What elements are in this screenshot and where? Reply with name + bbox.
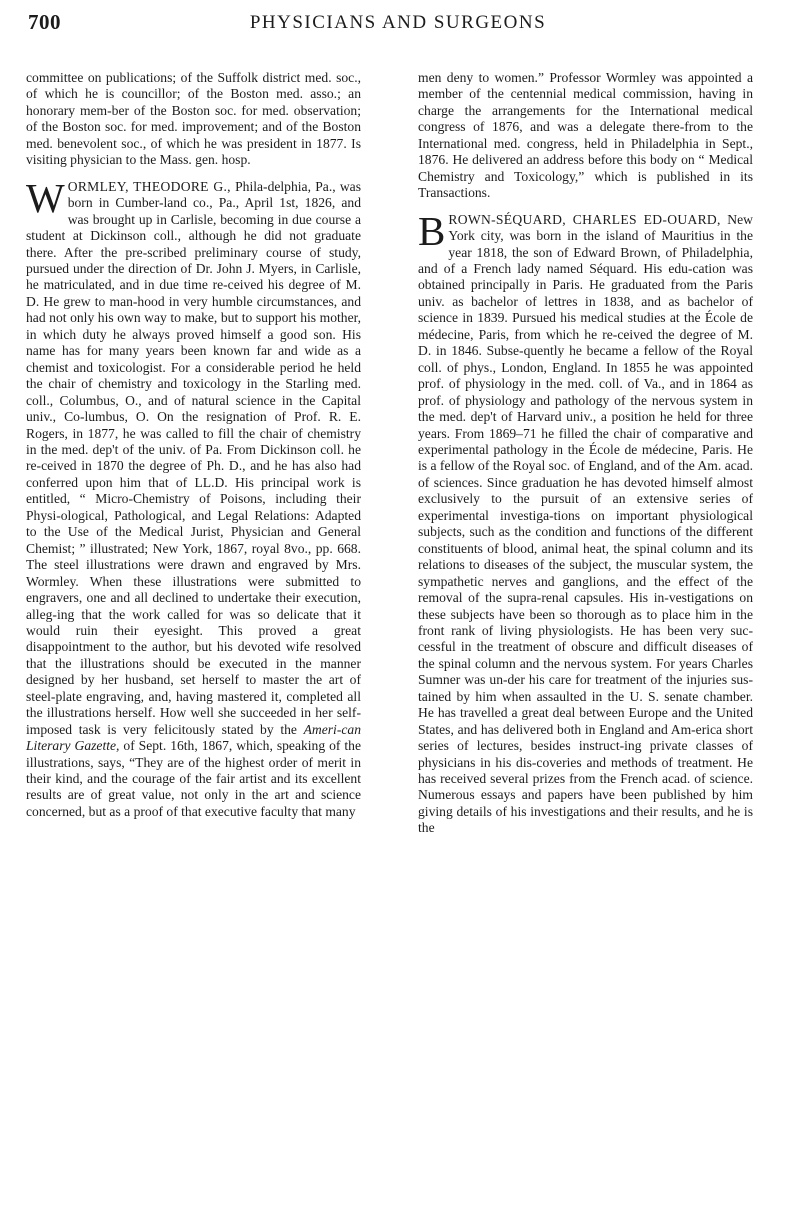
page-number: 700 bbox=[28, 10, 61, 34]
biography-entry-wormley bbox=[26, 174, 362, 821]
entry-name: ROWN-SÉQUARD, CHARLES ED-OUARD, bbox=[448, 211, 721, 227]
continuation-paragraph: men deny to women.” Professor Wormley was appointed a member of the centennial medical commission, having in charge the arrangements for the International medical congress of 1876, and was a delegate there-from to the International med. congress, held in Philadelphia in Sept., 1876. He delivered an address before this body on “ Medical Chemistry and Toxicology,” which is published in its Transactions. bbox=[418, 70, 753, 201]
entry-text-continued: of Sept. 16th, 1867, which, speaking of the illustrations, says, “They are of the highest order of merit in their kind, and the courage of the fair artist and its excellent results are of great value, not only in the art and science concerned, but as a proof of that executive faculty that many bbox=[26, 738, 361, 819]
entry-name: ORMLEY, THEODORE G., bbox=[67, 178, 231, 194]
right-column bbox=[418, 70, 753, 837]
entry-text: Phila-delphia, Pa., was born in Cumber-land co., Pa., April 1st, 1826, and was brought up in Carlisle, becoming in due course a student at Dickinson coll., although he did not graduate there. After the pre-scribed preliminary course of study, pursued under the direction of Dr. John J. Myers, in Carlisle, he matriculated, and in due time re-ceived his degree of M. D. He grew to man-hood in very humble circumstances, and had not only his own way to make, but to support his mother, in which duty he always proved himself a good son. His name has for many years been known far and wide as a chemist and toxicologist. For a considerable period he held the chair of chemistry and toxicology in the Starling med. coll., Columbus, O., and of natural science in the Capital univ., Co-lumbus, O. On the resignation of Prof. R. E. Rogers, in 1877, he was called to fill the chair of chemistry in the med. dep't of the univ. of Pa. From Dickinson coll. he re-ceived in 1870 the degree of Ph. D., and he has also had conferred upon him that of LL.D. His principal work is entitled, “ Micro-Chemistry of Poisons, including their Physi-ological, Pathological, and Legal Relations: Adapted to the Use of the Medical Jurist, Physician and General Chemist; ” illustrated; New York, 1867, royal 8vo., pp. 668. The steel illustrations were drawn and engraved by Mrs. Wormley. When these illustrations were submitted to engravers, one and all declined to undertake their execution, alleg-ing that the work called for was so delicate that it would ruin their eyesight. This proved a great disappointment to the author, but his devoted wife resolved that the illustrations should be executed in the manner designed by her husband, set herself to master the art of steel-plate engraving, and, having mastered it, completed all the illustrations herself. How well she succeeded in her self-imposed task is very felicitously stated by the bbox=[26, 178, 362, 737]
continuation-paragraph: committee on publications; of the Suffolk district med. soc., of which he is councillor; of the Boston med. asso.; an honorary mem-ber of the Boston soc. for med. observation; of the Boston soc. for med. improvement; and of the Boston med. benevolent soc., of which he was president in 1877. Is visiting physician to the Mass. gen. hosp. bbox=[26, 70, 361, 168]
entry-text: New York city, was born in the island of Mauritius in the year 1818, the son of Edward Brown, of Philadelphia, and of a French lady named Séquard. His edu-cation was obtained principally in Paris. He graduated from the Paris univ. as bachelor of lettres in 1838, and as bachelor of science in 1839. Pursued his medical studies at the École de médecine, Paris, from which he re-ceived the degree of M. D. in 1846. Subse-quently he became a fellow of the Royal coll. of phys., London, England. In 1855 he was appointed prof. of physiology in the med. coll. of Va., and in 1864 as prof. of physiology and pathology of the nervous system in the med. dep't of Harvard univ., a position he held for three years. From 1869–71 he filled the chair of comparative and experimental pathology in the École de médecine, Paris. He is a fellow of the Royal soc. of England, and of the Am. acad. of sciences. Since graduation he has devoted himself almost exclusively to the pursuit of an extensive series of experimental investiga-tions on important physiological subjects, such as the condition and functions of the different constituents of blood, animal heat, the spinal column and its relations to diseases of the subject, the muscular system, the sympathetic nerves and ganglions, and the effect of the removal of the supra-renal capsules. His in-vestigations on these subjects have been so thorough as to place him in the front rank of living physiologists. He has been very suc-cessful in the treatment of obscure and difficult diseases of the spinal column and the nervous system. For years Charles Sumner was un-der his care for treatment of the injuries sus-tained by him when assaulted in the U. S. senate chamber. He has travelled a great deal between Europe and the United States, and has delivered both in England and Am-erica short series of lectures, besides instruct-ing private classes of physicians in his dis-coveries and methods of treatment. He has received several prizes from the French acad. of science. Numerous essays and papers have been published by him giving details of his investigations and their results, and he is the bbox=[418, 211, 753, 836]
left-column bbox=[26, 70, 361, 820]
publication-title: Ameri-can Literary Gazette, bbox=[26, 721, 361, 754]
page-header bbox=[28, 6, 768, 46]
drop-cap-initial: W bbox=[26, 174, 65, 221]
drop-cap-initial: B bbox=[418, 207, 446, 254]
running-title: PHYSICIANS AND SURGEONS bbox=[249, 12, 547, 33]
biography-entry-brown-sequard bbox=[418, 207, 753, 837]
